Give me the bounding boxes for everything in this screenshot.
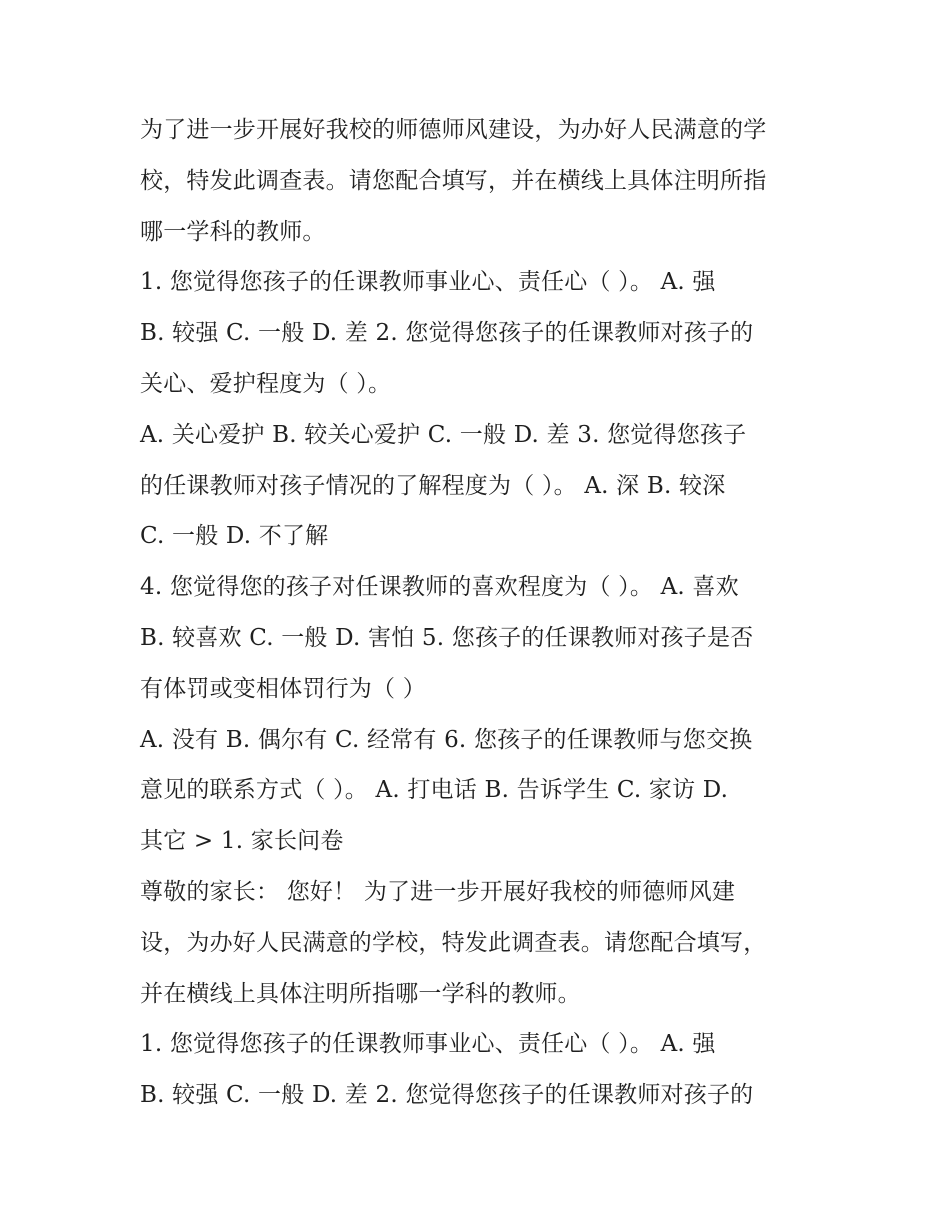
greeting-line: 尊敬的家长： 您好！ 为了进一步开展好我校的师德师风建 (140, 878, 736, 905)
question-line: 有体罚或变相体罚行为（ ） (140, 675, 426, 702)
question-line: C. 一般 D. 不了解 (140, 523, 329, 550)
question-line: 1. 您觉得您孩子的任课教师事业心、责任心（ ）。 A. 强 (140, 269, 716, 296)
section-heading-line: 其它 > 1. 家长问卷 (140, 828, 344, 855)
question-line: B. 较强 C. 一般 D. 差 2. 您觉得您孩子的任课教师对孩子的 (140, 1082, 754, 1109)
question-line: B. 较喜欢 C. 一般 D. 害怕 5. 您孩子的任课教师对孩子是否 (140, 624, 754, 651)
question-line: 意见的联系方式（ ）。 A. 打电话 B. 告诉学生 C. 家访 D. (140, 777, 729, 804)
text-line: 并在横线上具体注明所指哪一学科的教师。 (140, 980, 581, 1007)
question-line: 1. 您觉得您孩子的任课教师事业心、责任心（ ）。 A. 强 (140, 1031, 716, 1058)
text-line: 哪一学科的教师。 (140, 218, 326, 245)
question-line: 的任课教师对孩子情况的了解程度为（ ）。 A. 深 B. 较深 (140, 472, 726, 499)
text-line: 设，为办好人民满意的学校，特发此调查表。请您配合填写， (140, 929, 767, 956)
question-line: A. 没有 B. 偶尔有 C. 经常有 6. 您孩子的任课教师与您交换 (140, 726, 753, 753)
text-line: 校，特发此调查表。请您配合填写，并在横线上具体注明所指 (140, 167, 767, 194)
text-line: 为了进一步开展好我校的师德师风建设，为办好人民满意的学 (140, 117, 767, 143)
question-line: A. 关心爱护 B. 较关心爱护 C. 一般 D. 差 3. 您觉得您孩子 (140, 421, 747, 448)
question-line: 4. 您觉得您的孩子对任课教师的喜欢程度为（ ）。 A. 喜欢 (140, 574, 739, 601)
question-line: 关心、爱护程度为（ ）。 (140, 370, 392, 397)
question-line: B. 较强 C. 一般 D. 差 2. 您觉得您孩子的任课教师对孩子的 (140, 320, 754, 347)
survey-text-body (140, 105, 830, 1121)
